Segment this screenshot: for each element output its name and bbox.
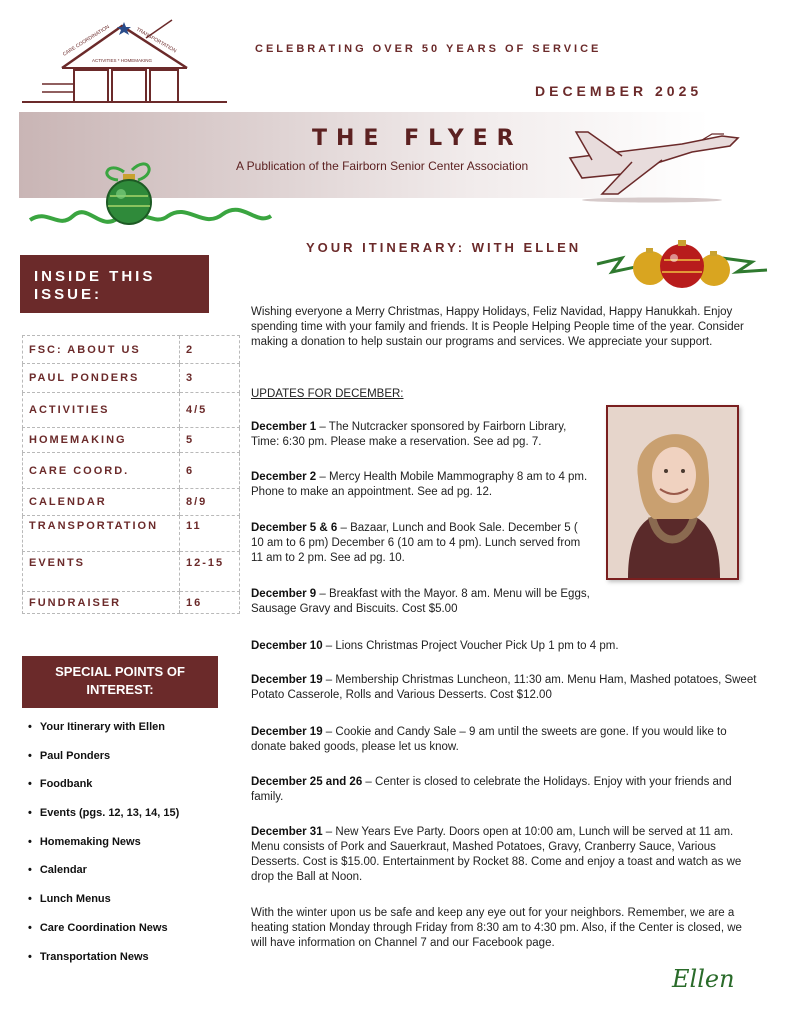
update-text: – The Nutcracker sponsored by Fairborn Library, Time: 6:30 pm. Please make a reservation. See ad pg. 7.	[251, 421, 567, 448]
special-points-header: SPECIAL POINTS OF INTEREST:	[22, 656, 218, 708]
update-text: – New Years Eve Party. Doors open at 10:00 am, Lunch will be served at 11 am. Menu consists of Pork and Sauerkraut, Mashed Potatoes, Gravy, Cranberry Sauce, Various Desserts. Cost is $15.00. Entertainment by Rocket 88. Come and enjoy a toast and watch as we drop the Ball at Noon.	[251, 826, 742, 883]
toc-row	[23, 428, 240, 453]
toc-page: 3	[180, 364, 240, 393]
toc-label: FSC: ABOUT US	[23, 336, 180, 364]
toc-label: EVENTS	[23, 552, 180, 592]
toc-page: 6	[180, 453, 240, 489]
special-points-list	[28, 720, 238, 978]
toc-row	[23, 336, 240, 364]
inside-issue-header: INSIDE THIS ISSUE:	[20, 255, 209, 313]
update-date: December 10	[251, 640, 323, 652]
toc-row	[23, 489, 240, 516]
update-item	[251, 587, 591, 617]
toc-page: 12-15	[180, 552, 240, 592]
toc-label: CARE COORD.	[23, 453, 180, 489]
toc-label: TRANSPORTATION	[23, 516, 180, 552]
list-item: • Foodbank	[28, 777, 238, 806]
toc-row	[23, 592, 240, 614]
list-item: • Care Coordination News	[28, 921, 238, 950]
update-item	[251, 639, 759, 654]
list-item: • Paul Ponders	[28, 749, 238, 778]
article-closing: With the winter upon us be safe and keep any eye out for your neighbors. Remember, we are a heating station Monday through Friday from 8:30 am to 4:30 pm. Also, if the Center is closed, we will have information on Channel 7 and our Facebook page.	[251, 907, 742, 949]
logo-word-care: CARE COORDINATION	[61, 24, 111, 58]
list-item: • Events (pgs. 12, 13, 14, 15)	[28, 806, 238, 835]
newsletter-subtitle: A Publication of the Fairborn Senior Center Association	[236, 159, 529, 173]
toc-label: ACTIVITIES	[23, 393, 180, 428]
section-heading: YOUR ITINERARY: WITH ELLEN	[306, 240, 582, 255]
toc-page: 11	[180, 516, 240, 552]
toc-row	[23, 552, 240, 592]
updates-heading: UPDATES FOR DECEMBER:	[251, 388, 404, 400]
toc-row	[23, 364, 240, 393]
update-item	[251, 420, 591, 450]
person-portrait-icon	[608, 407, 737, 578]
update-item	[251, 725, 759, 755]
update-date: December 5 & 6	[251, 522, 338, 534]
toc-label: FUNDRAISER	[23, 592, 180, 614]
toc-row	[23, 393, 240, 428]
list-item: • Your Itinerary with Ellen	[28, 720, 238, 749]
update-date: December 19	[251, 674, 323, 686]
toc-page: 2	[180, 336, 240, 364]
update-text: – Membership Christmas Luncheon, 11:30 am. Menu Ham, Mashed potatoes, Sweet Potato Casserole, Rolls and Various Desserts. Cost $12.00	[251, 674, 757, 701]
update-date: December 19	[251, 726, 323, 738]
toc-label: CALENDAR	[23, 489, 180, 516]
update-text: – Cookie and Candy Sale – 9 am until the sweets are gone. If you would like to donate baked goods, please let us know.	[251, 726, 727, 753]
list-item: • Calendar	[28, 863, 238, 892]
update-item	[251, 673, 759, 703]
update-text: – Center is closed to celebrate the Holidays. Enjoy with your friends and family.	[251, 776, 732, 803]
toc-page: 5	[180, 428, 240, 453]
senior-center-logo	[22, 18, 227, 106]
update-item	[251, 775, 759, 805]
article-intro: Wishing everyone a Merry Christmas, Happy Holidays, Feliz Navidad, Happy Hanukkah. Enjoy spending time with your family and friends. It is People Helping People time of the year. Consider making a donation to help sustain our programs and services. We appreciate your support.	[251, 306, 744, 348]
toc-row	[23, 453, 240, 489]
update-date: December 25 and 26	[251, 776, 363, 788]
list-item: • Homemaking News	[28, 835, 238, 864]
list-item: • Transportation News	[28, 950, 238, 979]
newsletter-title: THE FLYER	[312, 126, 523, 151]
christmas-ornament-icon	[28, 150, 273, 238]
toc-row	[23, 516, 240, 552]
toc-label: HOMEMAKING	[23, 428, 180, 453]
update-date: December 31	[251, 826, 323, 838]
update-item	[251, 470, 591, 500]
table-of-contents	[22, 335, 240, 614]
list-item: • Lunch Menus	[28, 892, 238, 921]
update-text: – Bazaar, Lunch and Book Sale. December 5 ( 10 am to 6 pm) December 6 (10 am to 4 pm). Lunch served from 11 am to 2 pm. See ad pg. 10.	[251, 522, 581, 564]
issue-date: DECEMBER 2025	[535, 83, 703, 99]
toc-page: 8/9	[180, 489, 240, 516]
toc-page: 4/5	[180, 393, 240, 428]
logo-word-transport: TRANSPORTATION	[135, 26, 178, 55]
toc-page: 16	[180, 592, 240, 614]
christmas-baubles-icon	[592, 228, 772, 296]
toc-label: PAUL PONDERS	[23, 364, 180, 393]
logo-word-activities: ACTIVITIES * HOMEMAKING	[92, 58, 153, 63]
update-item	[251, 825, 759, 885]
update-text: – Breakfast with the Mayor. 8 am. Menu will be Eggs, Sausage Gravy and Biscuits. Cost $5.00	[251, 588, 590, 615]
update-date: December 2	[251, 471, 317, 483]
update-text: – Mercy Health Mobile Mammography 8 am to 4 pm. Phone to make an appointment. See ad pg. 12.	[251, 471, 588, 498]
update-text: – Lions Christmas Project Voucher Pick Up 1 pm to 4 pm.	[322, 640, 619, 652]
update-item	[251, 521, 591, 566]
author-photo	[606, 405, 739, 580]
update-date: December 9	[251, 588, 317, 600]
jet-plane-icon	[562, 122, 742, 204]
update-date: December 1	[251, 421, 317, 433]
tagline: CELEBRATING OVER 50 YEARS OF SERVICE	[255, 43, 602, 55]
author-signature: Ellen	[672, 965, 735, 993]
